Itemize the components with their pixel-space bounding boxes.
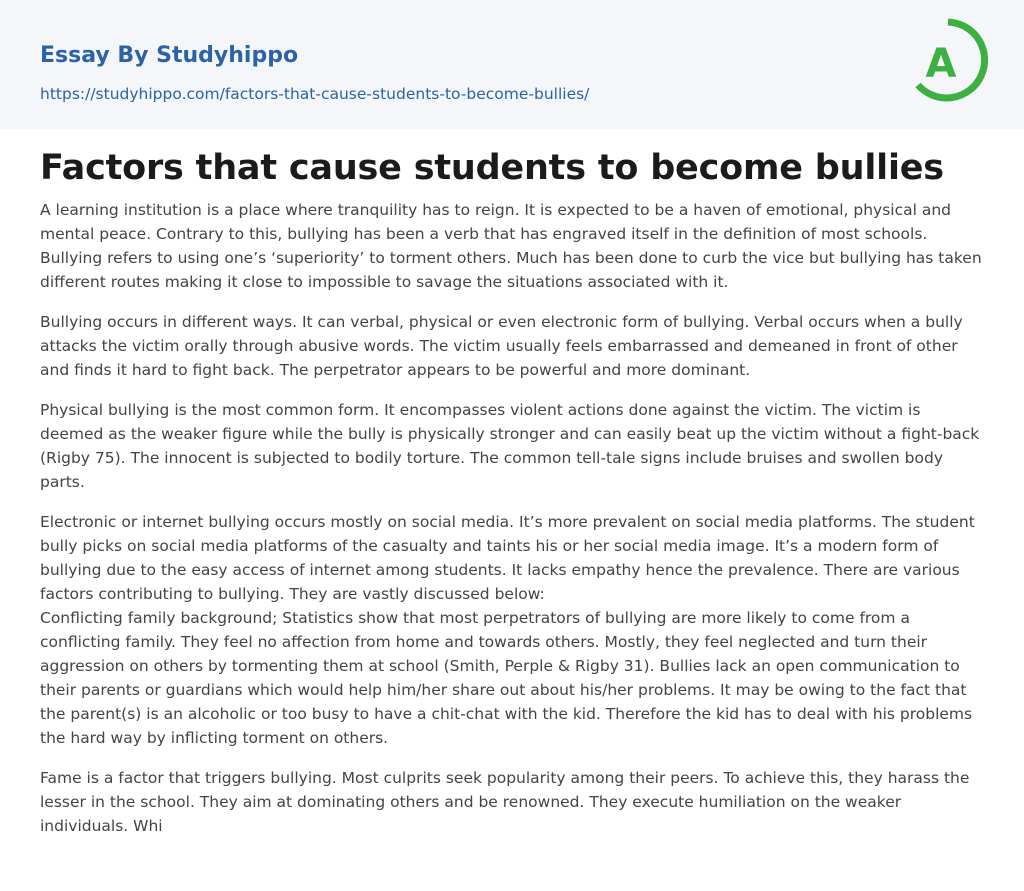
essay-url-link[interactable]: https://studyhippo.com/factors-that-cause-students-to-become-bullies/: [40, 85, 590, 103]
essay-paragraph: Physical bullying is the most common form. It encompasses violent actions done against the victim. The victim is deemed as the weaker figure while the bully is physically stronger and can easily beat up the victim without a fight-back (Rigby 75). The innocent is subjected to bodily torture. The common tell-tale signs include bruises and swollen body parts.: [40, 401, 980, 491]
essay-content: [40, 144, 984, 838]
site-brand: Essay By Studyhippo: [40, 43, 299, 68]
essay-paragraph: Fame is a factor that triggers bullying. Most culprits seek popularity among their peers. To achieve this, they harass the lesser in the school. They aim at dominating others and be renowned. They execute humiliation on the weaker individuals. Whi: [40, 769, 970, 835]
page-header: [0, 0, 1024, 129]
essay-title: Factors that cause students to become bullies: [40, 148, 944, 188]
essay-paragraph: A learning institution is a place where tranquility has to reign. It is expected to be a haven of emotional, physical and mental peace. Contrary to this, bullying has been a verb that has engraved itself in the definition of most schools. Bullying refers to using one’s ‘superiority’ to torment others. Much has been done to curb the vice but bullying has taken different routes making it close to impossible to savage the situations associated with it.: [40, 201, 982, 291]
studyhippo-logo-icon[interactable]: [908, 18, 988, 106]
essay-paragraph: Electronic or internet bullying occurs mostly on social media. It’s more prevalent on social media platforms. The student bully picks on social media platforms of the casualty and taints his or her social media image. It’s a modern form of bullying due to the easy access of internet among students. It lacks empathy hence the prevalence. There are various factors contributing to bullying. They are vastly discussed below:: [40, 513, 975, 603]
logo-letter: A: [925, 41, 957, 87]
essay-paragraph: Conflicting family background; Statistics show that most perpetrators of bullying are more likely to come from a conflicting family. They feel no affection from home and towards others. Mostly, they feel neglected and turn their aggression on others by tormenting them at school (Smith, Perple & Rigby 31). Bullies lack an open communication to their parents or guardians which would help him/her share out about his/her problems. It may be owing to the fact that the parent(s) is an alcoholic or too busy to have a chit-chat with the kid. Therefore the kid has to deal with his problems the hard way by inflicting torment on others.: [40, 609, 973, 747]
essay-paragraph: Bullying occurs in different ways. It can verbal, physical or even electronic form of bullying. Verbal occurs when a bully attacks the victim orally through abusive words. The victim usually feels embarrassed and demeaned in front of other and finds it hard to fight back. The perpetrator appears to be powerful and more dominant.: [40, 313, 963, 379]
